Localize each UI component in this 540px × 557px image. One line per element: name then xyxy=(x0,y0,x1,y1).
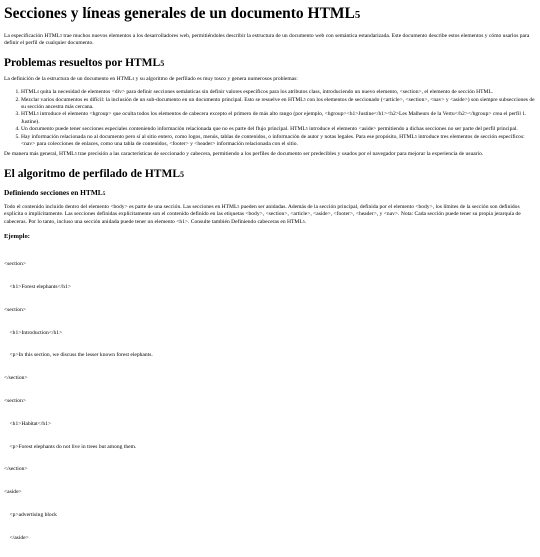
list-item: 2. Mezclar varios documentos es difícil: la inclusión de un sub-documento en un documento principal. Esto se resuelve en $HTML_5$ con los elementos de seccionado (<article>, <section>, <nav> y <aside>) son siempre subsecciones de su sección ancestra más cercana. xyxy=(21,97,536,112)
list-item: 4. Un documento puede tener secciones especiales conteniendo información relacionada que no es parte del flujo principal. $HTML_5$ introduce el elemento <aside> permitiendo a dichas secciones no ser parte del perfil principal. xyxy=(21,126,536,133)
algorithm-heading: El algoritmo de perfilado de $HTML_5$ xyxy=(4,167,185,180)
problems-outro: De manera más general, $HTML_5$ trae precisión a las características de seccionado y cabecera, permitiendo a los perfiles de documento ser predecibles y usados por el navegador para mejorar la experiencia de usuario. xyxy=(4,151,484,158)
example-label: Ejemplo: xyxy=(4,233,31,241)
code-line: <aside> xyxy=(4,489,22,496)
code-line: <section> xyxy=(4,306,26,313)
list-item: 3. $HTML_5$ introduce el elemento <hgroup> que oculta todos los elementos de cabecera excepto el primero de más alto rango (por ejemplo, <hgroup><h1>Justine</h1><h2>Les Malheurs de la Vertu</h2></hgroup> crea el perfil 1. Justine). xyxy=(21,111,536,126)
problems-lead: La definición de la estructura de un documento en $HTML_4$ y su algoritmo de perfilado es muy tosco y genera numerosos problemas: xyxy=(4,75,298,82)
sections-subheading: Definiendo secciones en $HTML_5$ xyxy=(4,187,106,197)
code-line: </section> xyxy=(4,375,28,382)
code-line: <p>In this section, we discuss the lesser known forest elephants. xyxy=(4,352,153,359)
code-example xyxy=(4,246,536,557)
code-line: </section> xyxy=(4,466,28,473)
intro-paragraph: La especificación $HTML_5$ trae muchos nuevos elementos a los desarrolladores web, permitiéndoles describir la estructura de un documento web con semántica estandarizada. Este documento describe estos elementos y cómo usarlos para definir el perfil de cualquier documento. xyxy=(4,33,530,47)
code-line: <section> xyxy=(4,397,26,404)
list-item: 5. Hay información relacionada no al documento pero sí al sitio entero, como logos, menús, tablas de contenidos, o información de autor y notas legales. Para ese propósito, $HTML_5$ introduce tres elementos de sección específicos: <nav> para colecciones de enlaces, como una tabla de contenidos, <footer> y <header> información relacionada con el sitio. xyxy=(21,134,536,149)
sections-paragraph: Todo el contenido incluido dentro del elemento <body> es parte de una sección. Las secciones en $HTML_5$ pueden ser anidadas. Además de la sección principal, definida por el elemento <body>, los límites de la sección son definidos explícita o implícitamente. Las secciones definidas explícitamente son el contenido definido en las etiquetas <body>, <section>, <article>, <aside>, <footer>, <header>, y <nav>. Nota: Cada sección puede tener su propia jerarquía de cabeceras. Por lo tanto, incluso una sección anidada puede tener un elemento <h1>. Consulte también Definiendo cabeceras en $HTML_5$. xyxy=(4,203,521,225)
page-title: Secciones y líneas generales de un documento $HTML_5$ xyxy=(4,5,361,22)
code-line: <section> xyxy=(4,261,26,268)
code-line: <h1>Habitat</h1> xyxy=(4,420,52,427)
code-line: <h1>Forest elephants</h1> xyxy=(4,284,71,291)
problems-list xyxy=(4,89,536,148)
code-line: </aside> xyxy=(4,534,29,541)
list-item: 1. $HTML_4$ quita la necesidad de elementos <div> para definir secciones semánticas sin definir valores específicos para los atributos class, introduciendo un nuevo elemento, <section>, el elemento de sección HTML. xyxy=(21,89,536,96)
code-line: <p>advertising block xyxy=(4,511,57,518)
code-line: <p>Forest elephants do not live in trees but among them. xyxy=(4,443,137,450)
code-line: <h1>Introduction</h1> xyxy=(4,329,63,336)
problems-heading: Problemas resueltos por $HTML_5$ xyxy=(4,56,165,69)
